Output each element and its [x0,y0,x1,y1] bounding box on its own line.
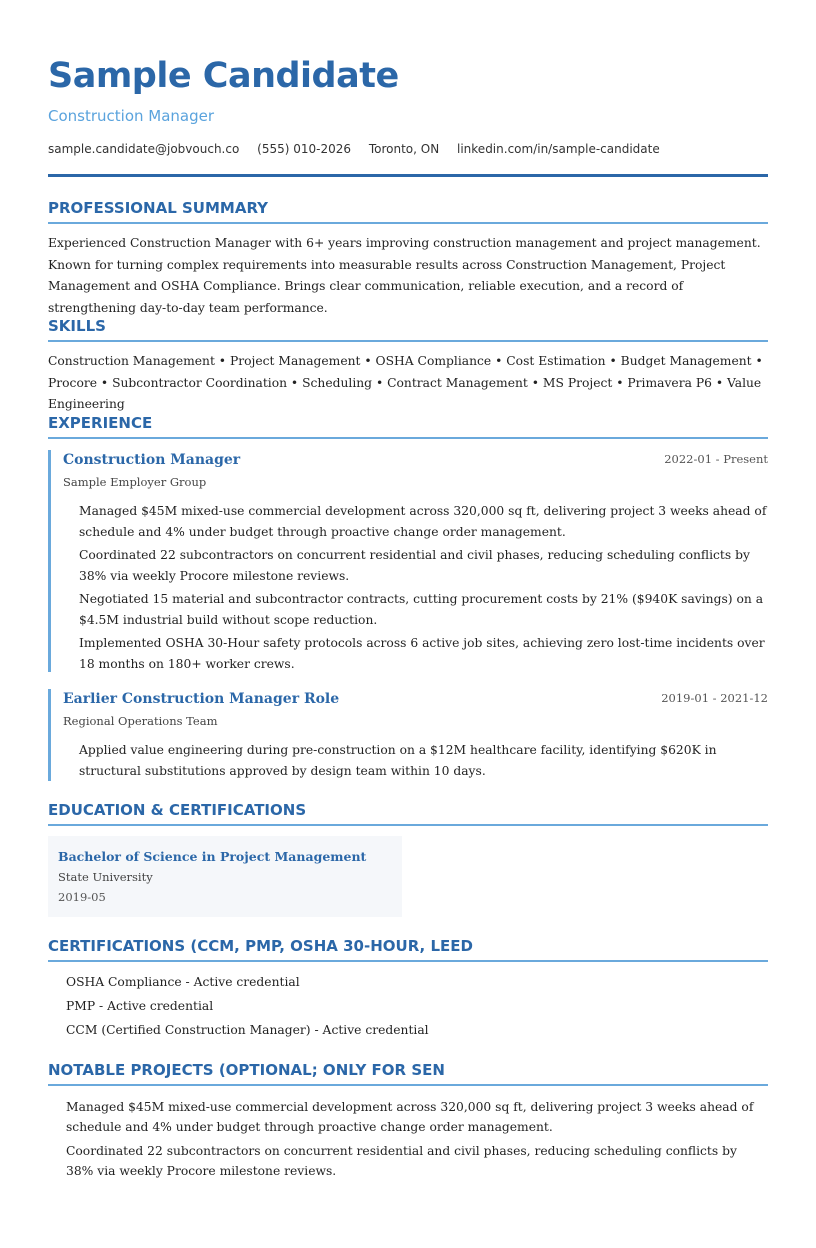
summary-divider [48,222,768,224]
education-degree: Bachelor of Science in Project Management [58,849,367,864]
certification-item: OSHA Compliance - Active credential [66,975,300,989]
education-date: 2019-05 [58,890,106,904]
job-entry [48,689,768,781]
job-bullet: Negotiated 15 material and subcontractor contracts, cutting procurement costs by 21% ($940K savings) on a $4.5M industrial build without scope reduction. [79,592,764,627]
certifications-divider [48,960,768,962]
certifications-list [66,972,766,1044]
education-heading: EDUCATION & CERTIFICATIONS [48,801,307,819]
skills-text: Construction Management • Project Management • OSHA Compliance • Cost Estimation • Budget Management • Procore • Subcontractor Coordination • Scheduling • Contract Management • MS Project • Primavera P6 • Value Engineering [48,354,763,411]
certification-item: PMP - Active credential [66,999,214,1013]
job-bullet: Applied value engineering during pre-construction on a $12M healthcare facility, identifying $620K in structural substitutions approved by design team within 10 days. [79,743,717,778]
summary-heading: PROFESSIONAL SUMMARY [48,199,269,217]
experience-divider [48,437,768,439]
candidate-role: Construction Manager [48,107,215,125]
job-company: Sample Employer Group [63,475,207,489]
certification-item: CCM (Certified Construction Manager) - Active credential [66,1023,429,1037]
job-company: Regional Operations Team [63,714,218,728]
job-bullets [79,740,768,784]
job-bullet: Coordinated 22 subcontractors on concurrent residential and civil phases, reducing scheduling conflicts by 38% via weekly Procore milestone reviews. [79,548,750,583]
projects-heading: NOTABLE PROJECTS (OPTIONAL; ONLY FOR SEN [48,1061,445,1079]
header-divider [48,174,768,177]
contact-linkedin: linkedin.com/in/sample-candidate [457,142,660,156]
job-bullet: Managed $45M mixed-use commercial development across 320,000 sq ft, delivering project 3 weeks ahead of schedule and 4% under budget through proactive change order management. [79,504,767,539]
job-title: Earlier Construction Manager Role [63,691,340,707]
job-title: Construction Manager [63,452,241,468]
skills-heading: SKILLS [48,317,106,335]
contact-phone: (555) 010-2026 [257,142,351,156]
job-bullet: Implemented OSHA 30-Hour safety protocols across 6 active job sites, achieving zero lost-time incidents over 18 months on 180+ worker crews. [79,636,765,671]
job-dates: 2019-01 - 2021-12 [661,691,768,705]
projects-divider [48,1084,768,1086]
education-card [48,836,402,917]
project-item: Coordinated 22 subcontractors on concurrent residential and civil phases, reducing scheduling conflicts by 38% via weekly Procore milestone reviews. [66,1144,737,1178]
contact-location: Toronto, ON [368,142,440,156]
contact-line [48,141,674,158]
project-item: Managed $45M mixed-use commercial development across 320,000 sq ft, delivering project 3 weeks ahead of schedule and 4% under budget through proactive change order management. [66,1100,754,1134]
job-entry [48,450,768,672]
summary-text: Experienced Construction Manager with 6+ years improving construction management and project management. Known for turning complex requirements into measurable results across Construction Management, Project Management and OSHA Compliance. Brings clear communication, reliable execution, and a record of strengthening day-to-day team performance. [48,236,761,315]
job-bullets [79,501,768,677]
education-school: State University [58,870,153,884]
education-divider [48,824,768,826]
contact-email: sample.candidate@jobvouch.co [48,142,240,156]
certifications-heading: CERTIFICATIONS (CCM, PMP, OSHA 30-HOUR, LEED [48,937,473,955]
job-dates: 2022-01 - Present [664,452,768,466]
experience-heading: EXPERIENCE [48,414,153,432]
projects-list [66,1097,766,1185]
skills-divider [48,340,768,342]
candidate-name: Sample Candidate [48,56,399,96]
